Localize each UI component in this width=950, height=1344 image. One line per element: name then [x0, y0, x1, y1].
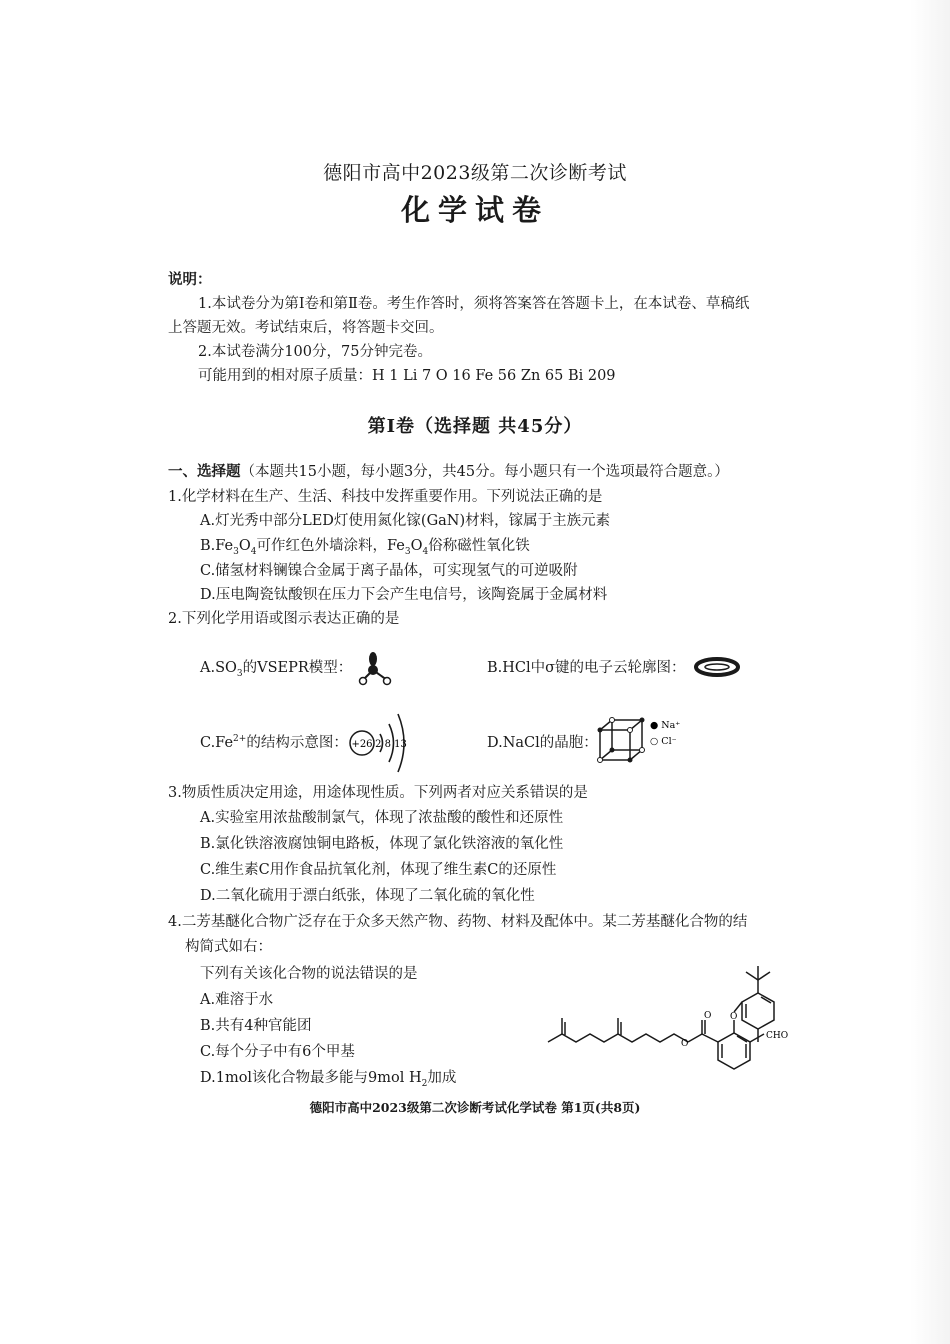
q2-option-b: B.HCl中σ键的电子云轮廓图：: [487, 660, 686, 676]
q1-option-d: D.压电陶瓷钛酸钡在压力下会产生电信号，该陶瓷属于金属材料: [200, 587, 608, 603]
vsepr-model-icon: [355, 650, 401, 690]
q3-stem: 3.物质性质决定用途，用途体现性质。下列两者对应关系错误的是: [168, 785, 588, 801]
instructions-heading: 说明：: [168, 271, 212, 288]
page-footer: 德阳市高中2023级第二次诊断考试化学试卷 第1页(共8页): [309, 1100, 641, 1115]
diaryl-ether-structure: [540, 950, 800, 1080]
ester-oxygen-label: O: [681, 1039, 689, 1049]
q4-option-a: A.难溶于水: [200, 992, 274, 1008]
q1-stem: 1.化学材料在生产、生活、科技中发挥重要作用。下列说法正确的是: [168, 489, 603, 505]
subject-title: 化学试卷: [400, 193, 549, 227]
atomic-masses: 可能用到的相对原子质量：H 1 Li 7 O 16 Fe 56 Zn 65 Bi 209: [198, 368, 616, 384]
q4-stem-line-2: 构简式如右：: [185, 939, 272, 955]
q2-option-a: $A.SO_3$的VSEPR模型：: [200, 660, 353, 679]
part-heading: [168, 462, 729, 482]
aldehyde-label: CHO: [766, 1031, 789, 1041]
q2-option-d: D.NaCl的晶胞：: [487, 735, 598, 751]
electron-shells: 2 8 13: [375, 739, 407, 750]
part-label: 一、选择题: [168, 463, 241, 480]
q4-stem-line-1: 4.二芳基醚化合物广泛存在于众多天然产物、药物、材料及配体中。某二芳基醚化合物的结: [168, 914, 748, 930]
instruction-2: 2.本试卷满分100分，75分钟完卷。: [198, 344, 432, 360]
q1-option-a: A.灯光秀中部分LED灯使用氮化镓(GaN)材料，镓属于主族元素: [200, 513, 611, 529]
q3-option-a: A.实验室用浓盐酸制氯气，体现了浓盐酸的酸性和还原性: [200, 810, 564, 826]
carbonyl-oxygen-label: O: [704, 1011, 712, 1021]
q4-question: 下列有关该化合物的说法错误的是: [200, 966, 418, 982]
q2-stem: 2.下列化学用语或图示表达正确的是: [168, 611, 400, 627]
q3-option-c: C.维生素C用作食品抗氧化剂，体现了维生素C的还原性: [200, 862, 557, 878]
q4-option-b: B.共有4种官能团: [200, 1018, 312, 1034]
nucleus-charge: +26: [351, 739, 373, 750]
legend-cl: ○ Cl⁻: [650, 736, 677, 747]
q1-option-b: $B.Fe_3O_4$可作红色外墙涂料，$Fe_3O_4$俗称磁性氧化铁: [200, 538, 530, 557]
fe-ion-structure-diagram: [346, 708, 416, 778]
q1-option-c: C.储氢材料镧镍合金属于离子晶体，可实现氢气的可逆吸附: [200, 563, 578, 579]
q4-option-c: C.每个分子中有6个甲基: [200, 1044, 355, 1060]
instruction-1-line-2: 上答题无效。考试结束后，将答题卡交回。: [168, 320, 444, 336]
q4-option-d: D.1mol该化合物最多能与9mol $H_2$加成: [200, 1070, 457, 1089]
nacl-unit-cell-icon: [598, 716, 688, 764]
legend-na: ● Na⁺: [650, 720, 681, 731]
sigma-bond-orbital-icon: [694, 656, 740, 678]
section-title: 第Ⅰ卷（选择题 共45分）: [367, 416, 583, 437]
q3-option-b: B.氯化铁溶液腐蚀铜电路板，体现了氯化铁溶液的氧化性: [200, 836, 564, 852]
instruction-1-line-1: 1.本试卷分为第Ⅰ卷和第Ⅱ卷。考生作答时，须将答案答在答题卡上，在本试卷、草稿纸: [198, 296, 750, 312]
q2-option-c: $C.Fe^{2+}$的结构示意图：: [200, 734, 348, 751]
q3-option-d: D.二氧化硫用于漂白纸张，体现了二氧化硫的氧化性: [200, 888, 535, 904]
ether-oxygen-label: O: [730, 1012, 738, 1022]
exam-title: 德阳市高中2023级第二次诊断考试: [323, 162, 627, 184]
part-description: （本题共15小题，每小题3分，共45分。每小题只有一个选项最符合题意。）: [240, 464, 729, 480]
